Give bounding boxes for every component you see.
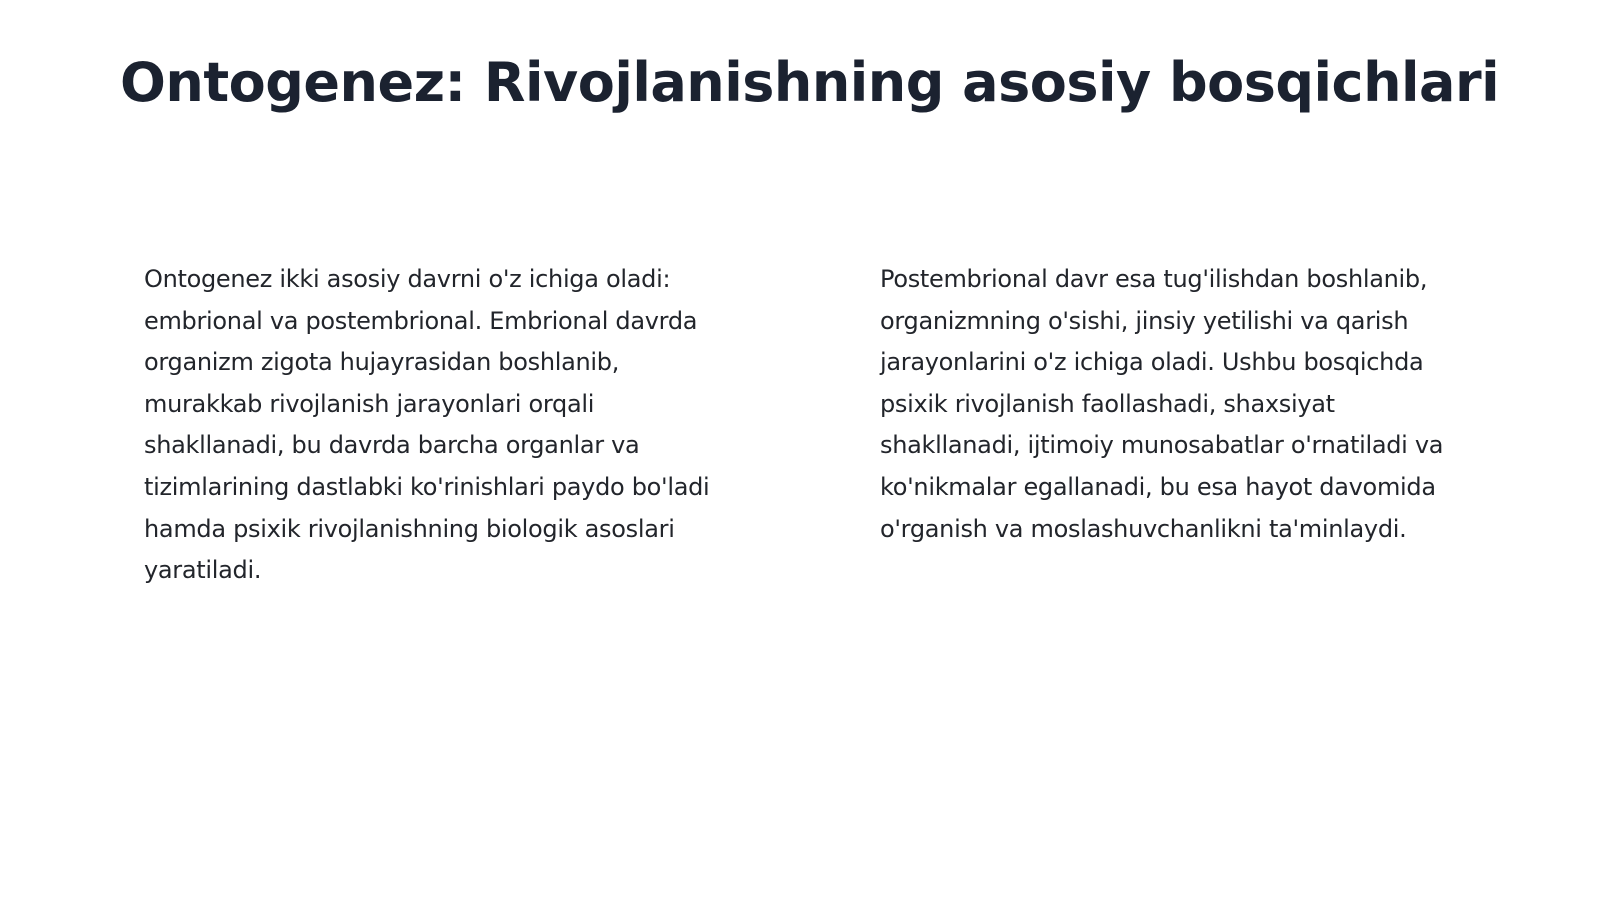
right-column-paragraph: Postembrional davr esa tug'ilishdan boshlanib, organizmning o'sishi, jinsiy yetilishi va qarish jarayonlarini o'z ichiga oladi. Ushbu bosqichda psixik rivojlanish faollashadi, shaxsiyat shakllanadi, ijtimoiy munosabatlar o'rnatiladi va ko'nikmalar egallanadi, bu esa hayot davomida o'rganish va moslashuvchanlikni ta'minlaydi. <box>880 265 1444 543</box>
left-column-paragraph: Ontogenez ikki asosiy davrni o'z ichiga oladi: embrional va postembrional. Embrional davrda organizm zigota hujayrasidan boshlanib, murakkab rivojlanish jarayonlari orqali shakllanadi, bu davrda barcha organlar va tizimlarining dastlabki ko'rinishlari paydo bo'ladi hamda psixik rivojlanishning biologik asoslari yaratiladi. <box>144 265 710 585</box>
slide-title: Ontogenez: Rivojlanishning asosiy bosqichlari <box>120 51 1500 114</box>
